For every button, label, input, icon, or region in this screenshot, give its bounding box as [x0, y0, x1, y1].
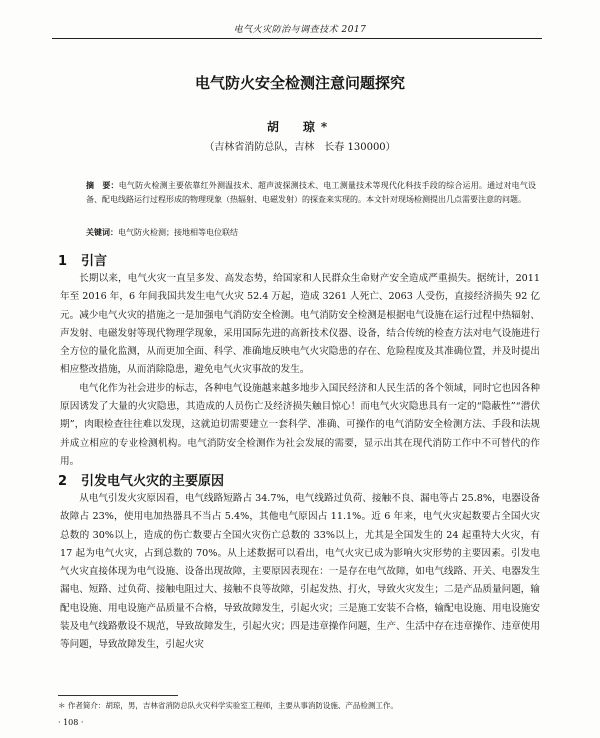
section-1-title: 引言 — [81, 254, 108, 269]
keywords-text: 电气防火检测；接地相等电位联结 — [118, 228, 238, 237]
author-affiliation: （吉林省消防总队，吉林 长春 130000） — [204, 142, 396, 153]
paragraph: 电气化作为社会进步的标志，各种电气设施越来越多地步入国民经济和人民生活的各个领域，同时它也因各种原因诱发了大量的火灾隐患，其造成的人员伤亡及经济损失触目惊心！而电气火灾隐患具有一定的“隐蔽性”“潜伏期”，肉眼检查往往难以发现，这就迫切需要建立一套科学、准确、可操作的电气消防安全检测方法、手段和法规并成立相应的专业检测机构。电气消防安全检测作为社会发展的需要，显示出其在现代消防工作中不可替代的作用。 — [60, 382, 540, 467]
paragraph: 从电气引发火灾原因看，电气线路短路占 34.7%，电气线路过负荷、接触不良、漏电等占 25.8%，电器设备故障占 23%，使用电加热器具不当占 5.4%，其他电气原因占 11.1%。近 6 年来，电气火灾起数要占全国火灾总数的 30%以上，造成的伤亡数要占全国火灾伤亡总数的 33%以上，尤其是全国发生的 24 起重特大火灾，有 17 起为电气火灾，占到总数的 70%。从上述数据可以看出，电气火灾已成为影响火灾形势的主要因素。引发电气火灾直接体现为电气设施、设备出现故障，主要原因表现在：一是存在电气故障，如电气线路、开关、电器发生漏电、短路、过负荷、接触电阻过大、接触不良等故障，引起发热、打火，导致火灾发生；二是产品质量问题，输配电设施、用电设施产品质量不合格，导致故障发生，引起火灾；三是施工安装不合格，输配电设施、用电设施安装及电气线路敷设不规范，导致故障发生，引起火灾；四是违章操作问题，生产、生活中存在违章操作、违章使用等问题，导致故障发生，引起火灾 — [60, 493, 540, 651]
author-footnote: ＊ 作者简介：胡琼，男，吉林省消防总队火灾科学实验室工程师，主要从事消防设施、产品检测工作。 — [58, 701, 398, 710]
page-number: · 108 · — [58, 718, 84, 727]
section-1-heading — [58, 250, 107, 269]
section-1-body — [60, 270, 540, 471]
section-2-heading — [58, 470, 224, 489]
section-2-title: 引发电气火灾的主要原因 — [81, 474, 225, 489]
keywords-label: 关键词： — [86, 227, 118, 237]
paragraph: 长期以来，电气火灾一直呈多发、高发态势，给国家和人民群众生命财产安全造成严重损失。据统计，2011 年至 2016 年，6 年间我国共发生电气火灾 52.4 万起，造成 3261 人死亡、2063 人受伤，直接经济损失 92 亿元。减少电气火灾的措施之一是加强电气消防安全检测。电气消防安全检测是根据电气设施在运行过程中热辐射、声发射、电磁发射等现代物理学现象，采用国际先进的高新技术仪器、设备，结合传统的检查方法对电气设施进行全方位的量化监测，从而更加全面、科学、准确地反映电气火灾隐患的存在、危险程度及其准确位置，并及时提出相应整改措施，从而消除隐患，避免电气火灾事故的发生。 — [60, 273, 540, 376]
section-2-body — [60, 490, 540, 655]
abstract-label: 摘 要： — [86, 180, 119, 190]
footnote-rule — [58, 695, 178, 696]
abstract — [86, 178, 536, 207]
header-rule — [52, 38, 542, 39]
author-name: 胡 琼* — [266, 120, 334, 134]
keywords — [86, 226, 536, 239]
section-1-number: 1 — [58, 254, 68, 269]
running-header: 电气火灾防治与调查技术 2017 — [233, 25, 367, 35]
abstract-text: 电气防火检测主要依靠红外测温技术、超声波探测技术、电工测量技术等现代化科技手段的综合运用。通过对电气设备、配电线路运行过程形成的物理现象（热辐射、电磁发射）的探查来实现的。本文针对现场检测提出几点需要注意的问题。 — [86, 181, 537, 204]
section-2-number: 2 — [58, 474, 68, 489]
paper-title: 电气防火安全检测注意问题探究 — [194, 74, 405, 92]
